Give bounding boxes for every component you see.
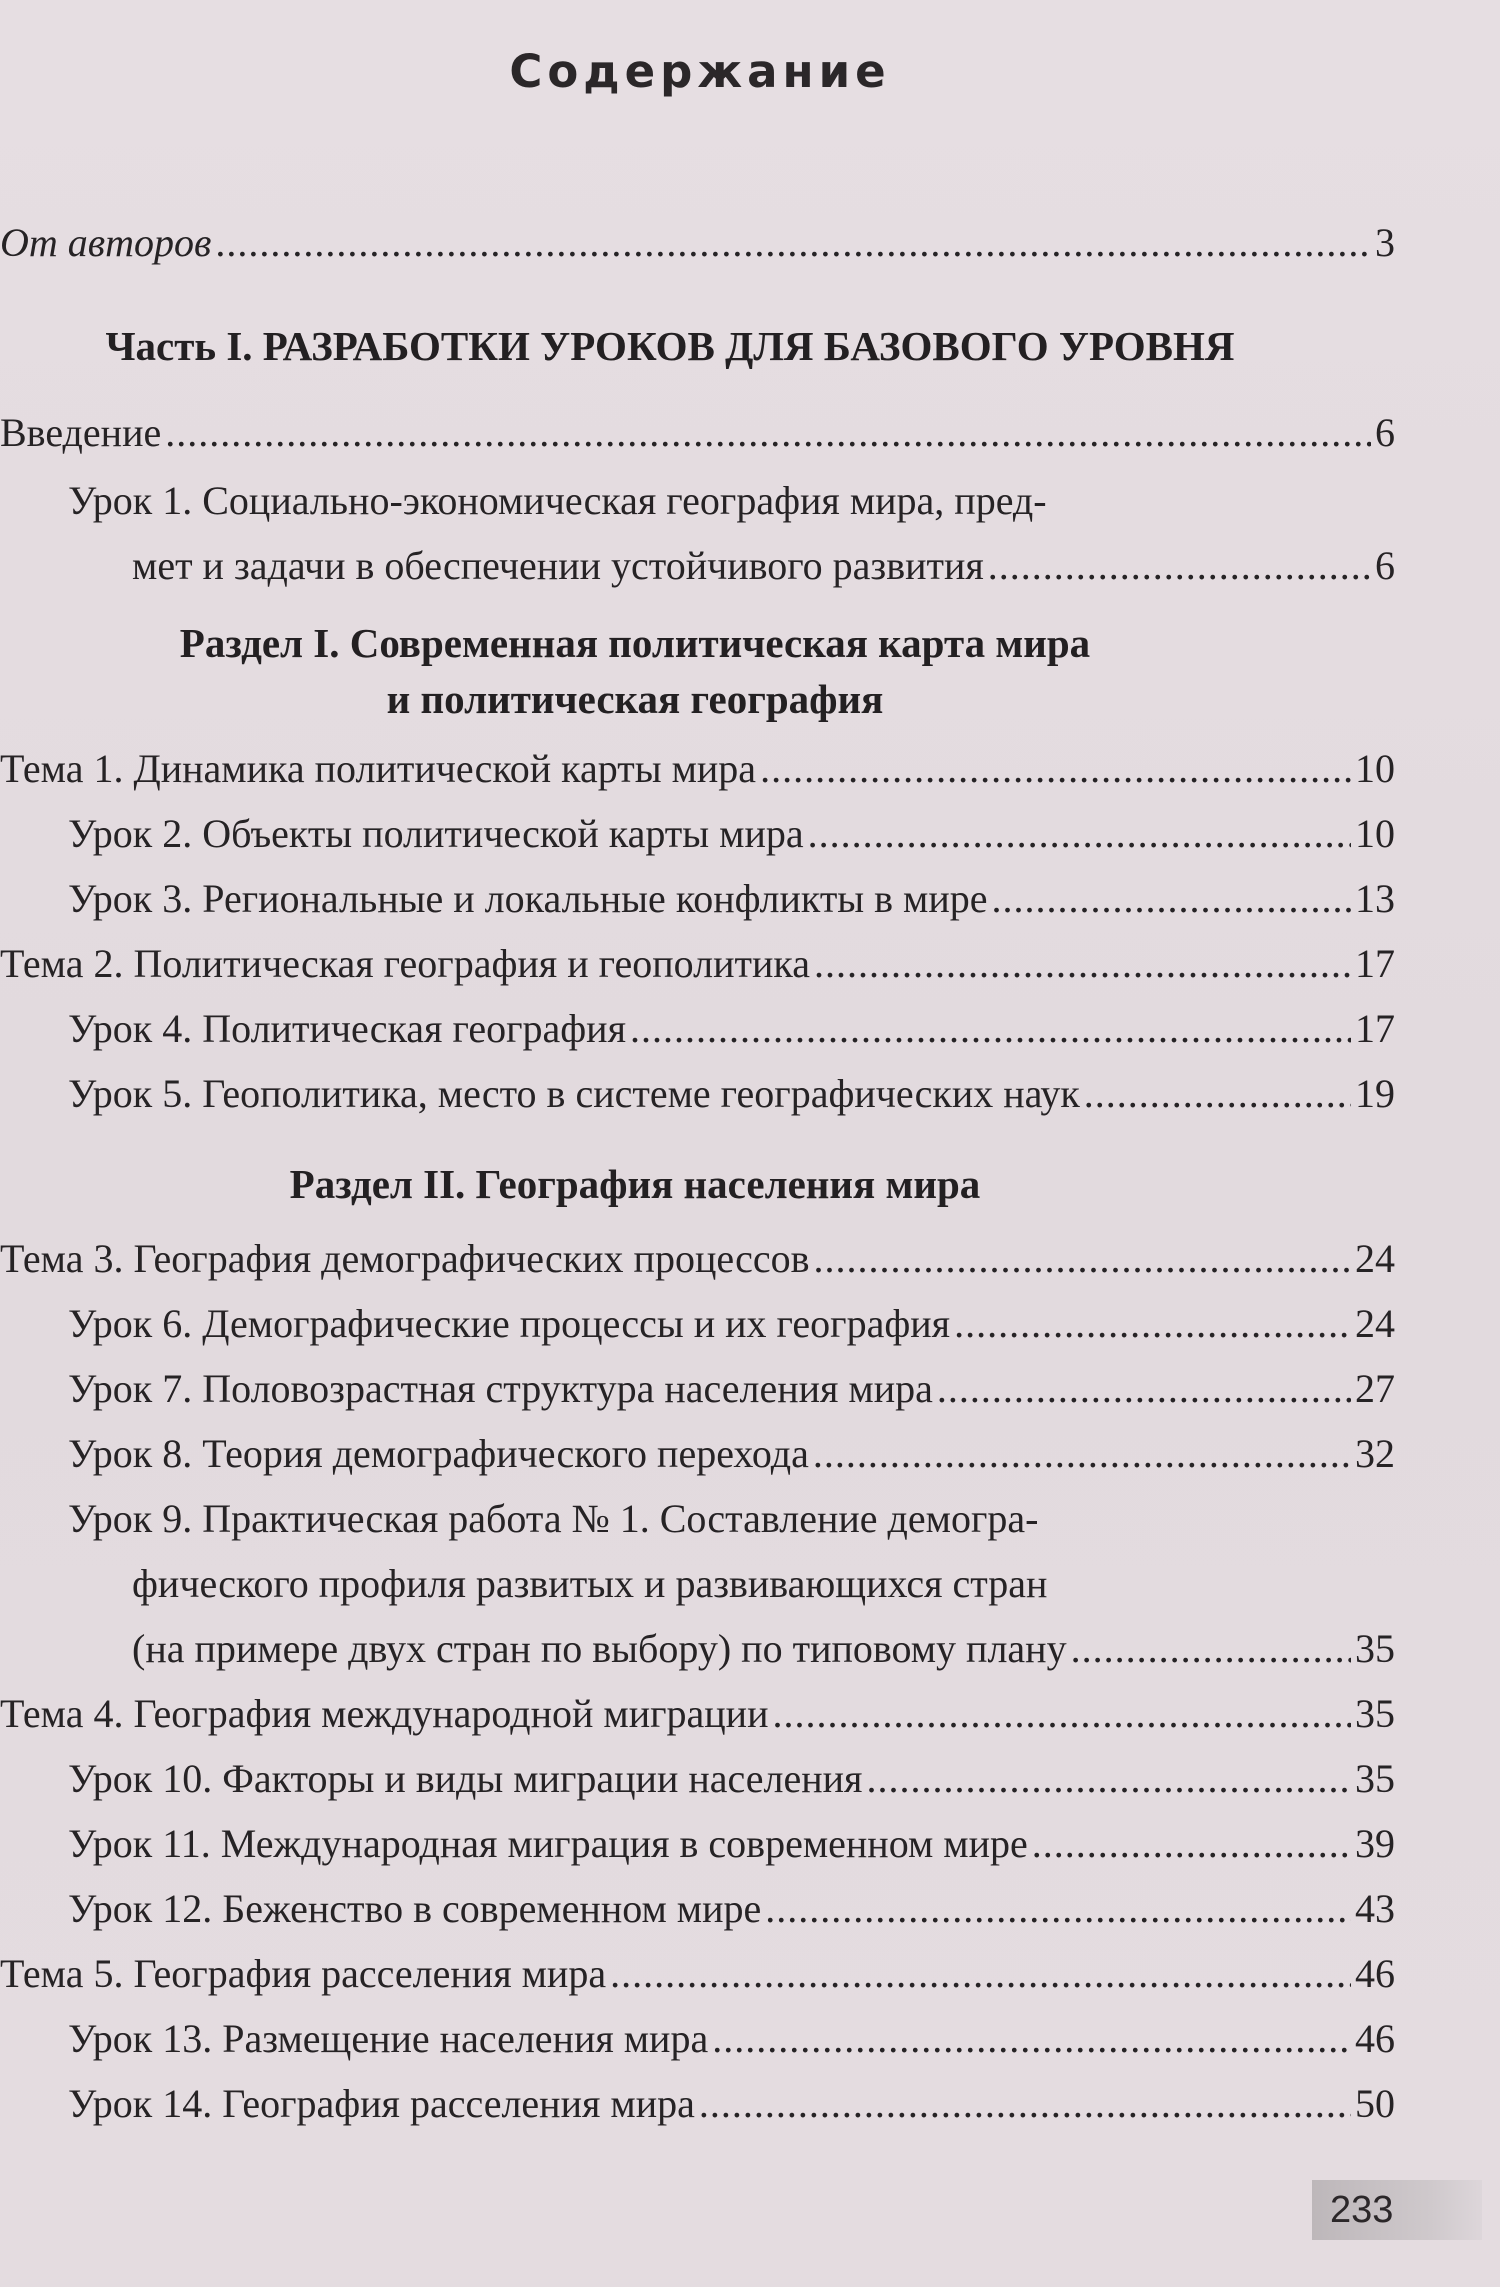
section-heading-1: Раздел I. Современная политическая карта мира и политическая география — [179, 620, 1091, 722]
page-ref: 17 — [1355, 941, 1395, 986]
toc-entry-lesson-9: Урок 9. Практическая работа № 1. Составление демогра- фического профиля развитых и развивающихся стран (на примере двух стран по выбору) по типовому плану ..... 35 — [68, 1486, 1395, 1681]
page-ref: 24 — [1355, 1236, 1395, 1281]
toc-entry-authors: От авторов ..... 3 — [0, 210, 1395, 275]
toc-entry-lesson-10: Урок 10. Факторы и виды миграции населения ..... 35 — [68, 1746, 1395, 1811]
toc-entry-topic-1: Тема 1. Динамика политической карты мира ..... 10 — [0, 736, 1395, 801]
toc-entry-lesson-7: Урок 7. Половозрастная структура населения мира ..... 27 — [68, 1356, 1395, 1421]
toc-entry-topic-2: Тема 2. Политическая география и геополитика ..... 17 — [0, 931, 1395, 996]
page-ref: 17 — [1355, 1006, 1395, 1051]
page-ref: 3 — [1375, 220, 1395, 265]
page-ref: 10 — [1355, 811, 1395, 856]
toc-entry-lesson-12: Урок 12. Беженство в современном мире ..... 43 — [68, 1876, 1395, 1941]
toc-entry-topic-3: Тема 3. География демографических процессов ..... 24 — [0, 1226, 1395, 1291]
toc-entry-lesson-14: Урок 14. География расселения мира ..... 50 — [68, 2071, 1395, 2136]
page-ref: 10 — [1355, 746, 1395, 791]
page-title: Содержание — [509, 45, 891, 98]
part-heading: Часть I. РАЗРАБОТКИ УРОКОВ ДЛЯ БАЗОВОГО УРОВНЯ — [105, 323, 1235, 369]
page-ref: 46 — [1355, 1951, 1395, 1996]
page-ref: 24 — [1355, 1301, 1395, 1346]
page-ref: 39 — [1355, 1821, 1395, 1866]
page-ref: 19 — [1355, 1071, 1395, 1116]
toc-entry-lesson-6: Урок 6. Демографические процессы и их география ..... 24 — [68, 1291, 1395, 1356]
page-ref: 50 — [1355, 2081, 1395, 2126]
toc-entry-topic-5: Тема 5. География расселения мира ..... 46 — [0, 1941, 1395, 2006]
toc-entry-lesson-3: Урок 3. Региональные и локальные конфликты в мире ..... 13 — [68, 866, 1395, 931]
toc-entry-lesson-2: Урок 2. Объекты политической карты мира ..... 10 — [68, 801, 1395, 866]
toc-entry-intro: Введение ..... 6 — [0, 400, 1395, 465]
page-ref: 35 — [1355, 1691, 1395, 1736]
page-ref: 6 — [1375, 410, 1395, 455]
page-ref: 35 — [1355, 1756, 1395, 1801]
toc-entry-lesson-8: Урок 8. Теория демографического перехода ..... 32 — [68, 1421, 1395, 1486]
page-ref: 27 — [1355, 1366, 1395, 1411]
toc-entry-topic-4: Тема 4. География международной миграции ..... 35 — [0, 1681, 1395, 1746]
page-ref: 6 — [1375, 543, 1395, 588]
section-heading-2: Раздел II. География населения мира — [289, 1161, 981, 1207]
page-ref: 32 — [1355, 1431, 1395, 1476]
toc-entry-lesson-1: Урок 1. Социально-экономическая география мира, пред- мет и задачи в обеспечении устойчивого развития ..... 6 — [68, 468, 1395, 598]
toc-entry-lesson-13: Урок 13. Размещение населения мира ..... 46 — [68, 2006, 1395, 2071]
toc-entry-lesson-4: Урок 4. Политическая география ..... 17 — [68, 996, 1395, 1061]
toc-entry-lesson-5: Урок 5. Геополитика, место в системе географических наук ..... 19 — [68, 1061, 1395, 1126]
page-ref: 35 — [1355, 1626, 1395, 1671]
page-ref: 43 — [1355, 1886, 1395, 1931]
toc-entry-lesson-11: Урок 11. Международная миграция в современном мире ..... 39 — [68, 1811, 1395, 1876]
page-number: 233 — [1312, 2180, 1482, 2240]
page-ref: 46 — [1355, 2016, 1395, 2061]
page-ref: 13 — [1355, 876, 1395, 921]
